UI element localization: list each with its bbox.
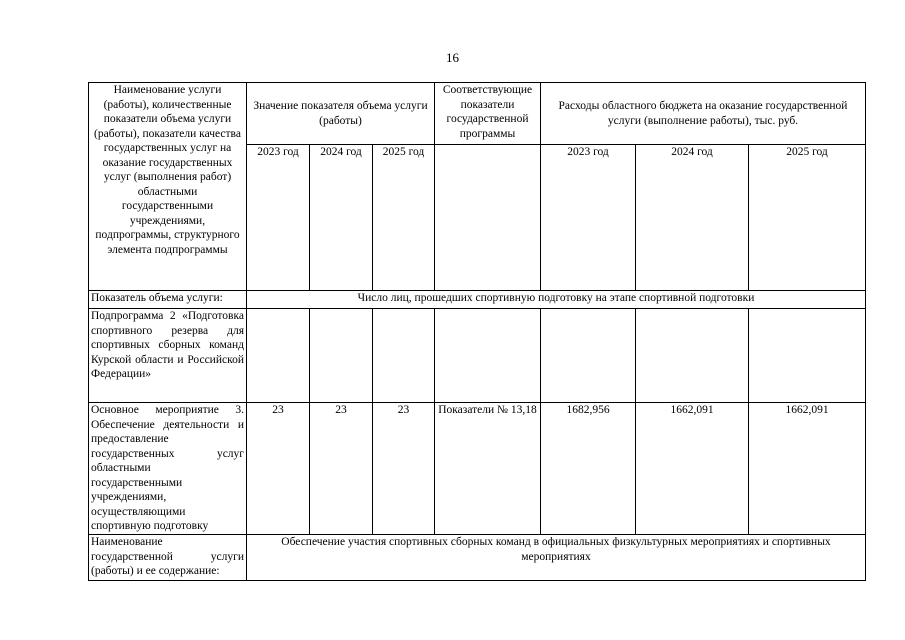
budget-table xyxy=(88,82,866,581)
header-expense-year-2024: 2024 год xyxy=(636,145,749,291)
measure-expense-2024: 1662,091 xyxy=(636,403,749,535)
empty-cell xyxy=(435,309,541,403)
measure-expense-2025: 1662,091 xyxy=(749,403,866,535)
page-number: 16 xyxy=(446,50,459,65)
header-indicators-empty xyxy=(435,145,541,291)
service-row xyxy=(89,535,866,581)
measure-indicators: Показатели № 13,18 xyxy=(435,403,541,535)
header-expense-year-2025: 2025 год xyxy=(749,145,866,291)
measure-row xyxy=(89,403,866,535)
measure-value-2023: 23 xyxy=(247,403,310,535)
subprogram-label: Подпрограмма 2 «Подготовка спортивного резерва для спортивных сборных команд Курской области и Российской Федерации» xyxy=(89,309,247,403)
empty-cell xyxy=(636,309,749,403)
measure-label: Основное мероприятие 3. Обеспечение деятельности и предоставление государственных услуг областными государственными учреждениями, осуществляющими спортивную подготовку xyxy=(89,403,247,535)
header-indicators: Соответствующие показатели государственной программы xyxy=(435,83,541,145)
header-value-group: Значение показателя объема услуги (работы) xyxy=(247,83,435,145)
header-expenses-group: Расходы областного бюджета на оказание государственной услуги (выполнение работы), тыс. руб. xyxy=(541,83,866,145)
volume-row xyxy=(89,291,866,309)
measure-expense-2023: 1682,956 xyxy=(541,403,636,535)
empty-cell xyxy=(310,309,373,403)
empty-cell xyxy=(373,309,435,403)
empty-cell xyxy=(749,309,866,403)
header-year-2025: 2025 год xyxy=(373,145,435,291)
header-row-1 xyxy=(89,83,866,145)
empty-cell xyxy=(541,309,636,403)
service-text: Обеспечение участия спортивных сборных команд в официальных физкультурных мероприятиях и спортивных мероприятиях xyxy=(247,535,866,581)
measure-value-2025: 23 xyxy=(373,403,435,535)
header-name-column: Наименование услуги (работы), количественные показатели объема услуги (работы), показатели качества государственных услуг на оказание государственных услуг (выполнения работ) областными государственными учреждениями, подпрограммы, структурного элемента подпрограммы xyxy=(89,83,247,291)
header-expense-year-2023: 2023 год xyxy=(541,145,636,291)
header-year-2024: 2024 год xyxy=(310,145,373,291)
subprogram-row xyxy=(89,309,866,403)
measure-value-2024: 23 xyxy=(310,403,373,535)
header-year-2023: 2023 год xyxy=(247,145,310,291)
volume-text: Число лиц, прошедших спортивную подготовку на этапе спортивной подготовки xyxy=(247,291,866,309)
empty-cell xyxy=(247,309,310,403)
volume-label: Показатель объема услуги: xyxy=(89,291,247,309)
service-label: Наименование государственной услуги (работы) и ее содержание: xyxy=(89,535,247,581)
